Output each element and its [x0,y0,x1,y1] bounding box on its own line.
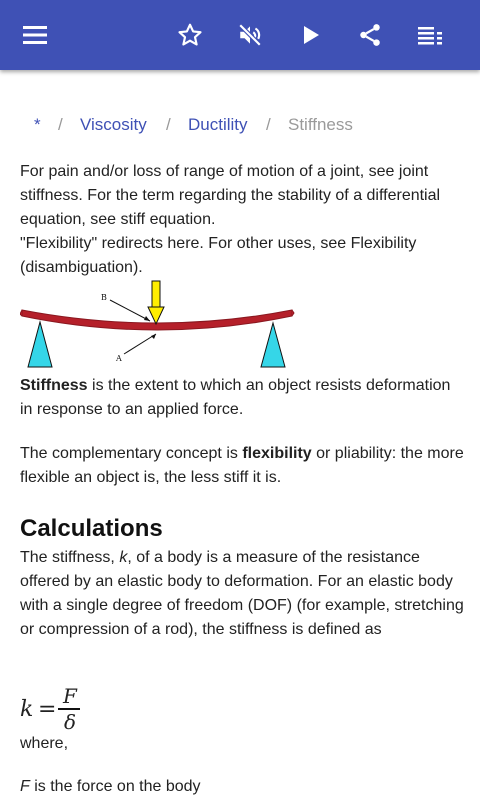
right-support [261,323,285,367]
force-arrow [148,281,164,324]
force-text: is the force on the body [29,778,201,795]
breadcrumb-separator: / [166,115,171,134]
breadcrumb-item-ductility[interactable]: Ductility [188,115,248,134]
hatnote-line: For pain and/or loss of range of motion of a joint, see joint stiffness. For the term regarding the stability of a differential equation, see stiff equation. [20,163,441,228]
calc-text: , of a body is a measure of the resistance offered by an elastic body to deformation. For an elastic body with a single degree of freedom (DOF) (for example, stretching or compression of a rod), the stiffness is defined as [20,549,464,638]
complement-text: The complementary concept is [20,445,243,462]
playlist-icon [417,25,443,45]
breadcrumb-separator: / [58,115,63,134]
menu-button[interactable] [15,15,55,55]
intro-paragraph [20,374,466,422]
calc-text: The stiffness, [20,549,120,566]
stiffness-formula [18,684,98,734]
intro-text: is the extent to which an object resists deformation in response to an applied force. [20,377,451,418]
breadcrumb [0,112,480,138]
app-bar [0,0,480,70]
contents-button[interactable] [410,15,450,55]
mute-button[interactable] [230,15,270,55]
formula-lhs: k [20,697,34,722]
breadcrumb-separator: / [266,115,271,134]
term-stiffness: Stiffness [20,377,88,394]
calculations-paragraph [20,546,466,642]
star-icon [177,22,203,48]
share-icon [357,22,383,48]
label-b: B [101,293,107,302]
var-f: F [20,778,30,795]
menu-icon [22,25,48,45]
formula-equals: = [38,697,57,722]
label-a: A [116,354,122,363]
breadcrumb-item-viscosity[interactable]: Viscosity [80,115,147,134]
where-label [20,732,466,756]
complement-paragraph [20,442,466,490]
left-support [28,322,52,367]
volume-off-icon [237,22,263,48]
breadcrumb-root[interactable]: * [34,115,41,134]
var-k: k [119,549,128,566]
hatnote-line: "Flexibility" redirects here. For other uses, see Flexibility (disambiguation). [20,235,417,276]
where-text: where, [20,735,69,752]
complement-text: or pliability: the more flexible an object is, the less stiff it is. [20,445,464,486]
hatnote [20,160,466,280]
bookmark-button[interactable] [170,15,210,55]
share-button[interactable] [350,15,390,55]
play-button[interactable] [291,15,331,55]
formula-denominator: δ [63,710,77,734]
breadcrumb-current: Stiffness [288,115,353,134]
force-definition [20,775,466,799]
term-flexibility: flexibility [242,445,312,462]
beam-diagram [20,278,300,370]
play-icon [301,24,321,46]
formula-numerator: F [63,684,77,708]
section-heading-calculations: Calculations [20,515,163,542]
